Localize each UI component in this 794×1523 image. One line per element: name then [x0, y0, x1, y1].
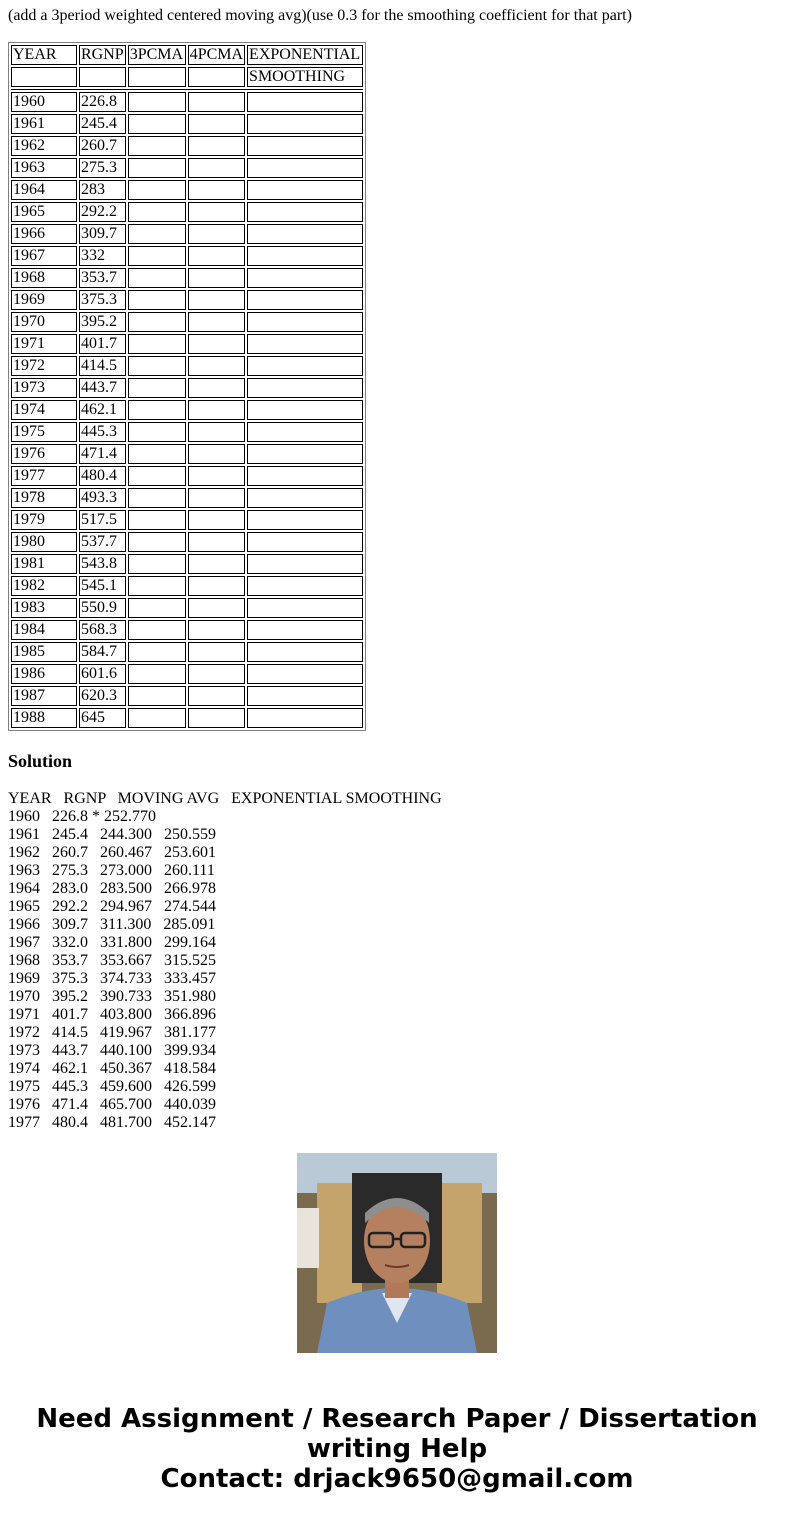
data-table: [8, 42, 366, 731]
empty-cell: [128, 708, 186, 728]
empty-cell: [188, 224, 245, 244]
rgnp-cell: 568.3: [79, 620, 126, 640]
rgnp-cell: 537.7: [79, 532, 126, 552]
empty-cell: [247, 686, 363, 706]
empty-cell: [188, 312, 245, 332]
table-row: [11, 642, 363, 662]
rgnp-cell: 543.8: [79, 554, 126, 574]
table-row: [11, 92, 363, 112]
rgnp-cell: 601.6: [79, 664, 126, 684]
year-cell: 1978: [11, 488, 77, 508]
empty-cell: [128, 356, 186, 376]
rgnp-cell: 584.7: [79, 642, 126, 662]
empty-cell: [247, 334, 363, 354]
header2-rgnp: [79, 67, 126, 87]
separator-cell: [11, 89, 363, 90]
empty-cell: [188, 202, 245, 222]
empty-cell: [128, 114, 186, 134]
empty-cell: [247, 532, 363, 552]
year-cell: 1981: [11, 554, 77, 574]
table-row: [11, 488, 363, 508]
empty-cell: [188, 334, 245, 354]
banner-line-1: Need Assignment / Research Paper / Dissertation: [36, 1404, 758, 1434]
empty-cell: [247, 268, 363, 288]
year-cell: 1975: [11, 422, 77, 442]
empty-cell: [188, 488, 245, 508]
header-rgnp: RGNP: [81, 46, 124, 63]
rgnp-cell: 260.7: [79, 136, 126, 156]
year-cell: 1960: [11, 92, 77, 112]
empty-cell: [188, 136, 245, 156]
table-row: [11, 422, 363, 442]
empty-cell: [247, 466, 363, 486]
empty-cell: [188, 576, 245, 596]
table-row: [11, 224, 363, 244]
table-row: [11, 334, 363, 354]
solution-line: 1965 292.2 294.967 274.544: [8, 898, 216, 915]
empty-cell: [128, 290, 186, 310]
year-cell: 1970: [11, 312, 77, 332]
table-row: [11, 620, 363, 640]
rgnp-cell: 471.4: [79, 444, 126, 464]
rgnp-cell: 445.3: [79, 422, 126, 442]
rgnp-cell: 353.7: [79, 268, 126, 288]
table-row: [11, 290, 363, 310]
empty-cell: [247, 202, 363, 222]
data-table-body: [11, 45, 363, 728]
empty-cell: [128, 620, 186, 640]
year-cell: 1983: [11, 598, 77, 618]
rgnp-cell: 645: [79, 708, 126, 728]
empty-cell: [128, 686, 186, 706]
empty-cell: [128, 92, 186, 112]
empty-cell: [247, 488, 363, 508]
empty-cell: [188, 290, 245, 310]
empty-cell: [128, 554, 186, 574]
year-cell: 1974: [11, 400, 77, 420]
empty-cell: [247, 158, 363, 178]
empty-cell: [128, 246, 186, 266]
empty-cell: [247, 510, 363, 530]
header-year: YEAR: [11, 45, 77, 65]
table-row: [11, 312, 363, 332]
empty-cell: [128, 400, 186, 420]
rgnp-cell: 275.3: [79, 158, 126, 178]
empty-cell: [247, 114, 363, 134]
solution-line: 1961 245.4 244.300 250.559: [8, 826, 216, 843]
rgnp-cell: 462.1: [79, 400, 126, 420]
year-cell: 1962: [11, 136, 77, 156]
empty-cell: [247, 642, 363, 662]
table-row: [11, 664, 363, 684]
year-cell: 1972: [11, 356, 77, 376]
empty-cell: [128, 510, 186, 530]
rgnp-cell: 401.7: [79, 334, 126, 354]
table-row: [11, 356, 363, 376]
table-row: [11, 268, 363, 288]
empty-cell: [128, 158, 186, 178]
solution-line: 1962 260.7 260.467 253.601: [8, 844, 216, 861]
header-4pcma: 4PCMA: [189, 46, 244, 63]
table-row: [11, 400, 363, 420]
empty-cell: [128, 180, 186, 200]
empty-cell: [188, 642, 245, 662]
header-exponential: EXPONENTIAL: [247, 45, 363, 65]
empty-cell: [247, 422, 363, 442]
banner-contact[interactable]: Contact: drjack9650@gmail.com: [160, 1464, 634, 1494]
table-row: [11, 466, 363, 486]
year-cell: 1969: [11, 290, 77, 310]
banner-line-2: writing Help: [306, 1434, 488, 1464]
table-row: [11, 532, 363, 552]
empty-cell: [247, 180, 363, 200]
rgnp-cell: 283: [79, 180, 126, 200]
solution-line: 1966 309.7 311.300 285.091: [8, 916, 216, 933]
header2-3pcma: [128, 67, 186, 87]
empty-cell: [247, 224, 363, 244]
solution-heading: Solution: [8, 751, 73, 771]
empty-cell: [128, 466, 186, 486]
rgnp-cell: 309.7: [79, 224, 126, 244]
rgnp-cell: 443.7: [79, 378, 126, 398]
rgnp-cell: 480.4: [79, 466, 126, 486]
empty-cell: [247, 708, 363, 728]
rgnp-cell: 332: [79, 246, 126, 266]
separator-row: [11, 89, 363, 90]
year-cell: 1967: [11, 246, 77, 266]
header-3pcma: 3PCMA: [128, 45, 186, 65]
header-row-2: [11, 67, 363, 87]
empty-cell: [247, 136, 363, 156]
year-cell: 1980: [11, 532, 77, 552]
empty-cell: [128, 312, 186, 332]
empty-cell: [188, 708, 245, 728]
year-cell: 1973: [11, 378, 77, 398]
table-row: [11, 158, 363, 178]
empty-cell: [188, 246, 245, 266]
help-banner: [0, 1404, 794, 1494]
rgnp-cell: 545.1: [79, 576, 126, 596]
empty-cell: [128, 202, 186, 222]
empty-cell: [188, 664, 245, 684]
year-cell: 1985: [11, 642, 77, 662]
table-row: [11, 114, 363, 134]
empty-cell: [128, 598, 186, 618]
empty-cell: [128, 576, 186, 596]
empty-cell: [247, 598, 363, 618]
empty-cell: [247, 312, 363, 332]
solution-line: 1973 443.7 440.100 399.934: [8, 1042, 216, 1059]
table-row: [11, 202, 363, 222]
empty-cell: [128, 664, 186, 684]
year-cell: 1979: [11, 510, 77, 530]
empty-cell: [188, 422, 245, 442]
table-row: [11, 686, 363, 706]
solution-line: 1968 353.7 353.667 315.525: [8, 952, 216, 969]
year-cell: 1971: [11, 334, 77, 354]
year-cell: 1976: [11, 444, 77, 464]
header-row-1: [11, 45, 363, 65]
empty-cell: [128, 268, 186, 288]
empty-cell: [188, 686, 245, 706]
year-cell: 1987: [11, 686, 77, 706]
solution-line: 1967 332.0 331.800 299.164: [8, 934, 216, 951]
table-row: [11, 554, 363, 574]
year-cell: 1964: [11, 180, 77, 200]
header2-year: [11, 67, 77, 87]
table-row: [11, 378, 363, 398]
year-cell: 1977: [11, 466, 77, 486]
empty-cell: [247, 444, 363, 464]
rgnp-cell: 245.4: [79, 114, 126, 134]
rgnp-cell: 550.9: [79, 598, 126, 618]
empty-cell: [188, 444, 245, 464]
empty-cell: [188, 378, 245, 398]
solution-line: 1975 445.3 459.600 426.599: [8, 1078, 216, 1095]
empty-cell: [188, 510, 245, 530]
empty-cell: [247, 378, 363, 398]
empty-cell: [247, 246, 363, 266]
empty-cell: [188, 598, 245, 618]
empty-cell: [128, 136, 186, 156]
empty-cell: [247, 576, 363, 596]
year-cell: 1965: [11, 202, 77, 222]
empty-cell: [188, 400, 245, 420]
solution-line: 1976 471.4 465.700 440.039: [8, 1096, 216, 1113]
empty-cell: [188, 158, 245, 178]
rgnp-cell: 292.2: [79, 202, 126, 222]
empty-cell: [188, 356, 245, 376]
year-cell: 1968: [11, 268, 77, 288]
rgnp-cell: 226.8: [79, 92, 126, 112]
table-row: [11, 510, 363, 530]
year-cell: 1982: [11, 576, 77, 596]
solution-line: 1963 275.3 273.000 260.111: [8, 862, 215, 879]
table-row: [11, 246, 363, 266]
solution-line: 1960 226.8 * 252.770: [8, 808, 156, 825]
header2-smoothing: SMOOTHING: [247, 67, 363, 87]
empty-cell: [247, 554, 363, 574]
rgnp-cell: 517.5: [79, 510, 126, 530]
rgnp-cell: 395.2: [79, 312, 126, 332]
year-cell: 1963: [11, 158, 77, 178]
rgnp-cell: 493.3: [79, 488, 126, 508]
empty-cell: [128, 422, 186, 442]
empty-cell: [247, 664, 363, 684]
empty-cell: [188, 180, 245, 200]
rgnp-cell: 414.5: [79, 356, 126, 376]
solution-line: 1977 480.4 481.700 452.147: [8, 1114, 216, 1131]
solution-header-line: YEAR RGNP MOVING AVG EXPONENTIAL SMOOTHING: [8, 790, 442, 807]
empty-cell: [247, 400, 363, 420]
table-row: [11, 576, 363, 596]
year-cell: 1984: [11, 620, 77, 640]
solution-line: 1964 283.0 283.500 266.978: [8, 880, 216, 897]
author-photo-image: [297, 1153, 497, 1353]
empty-cell: [247, 290, 363, 310]
empty-cell: [128, 334, 186, 354]
empty-cell: [188, 532, 245, 552]
rgnp-cell: 620.3: [79, 686, 126, 706]
table-row: [11, 708, 363, 728]
solution-text: [8, 790, 788, 1131]
empty-cell: [247, 356, 363, 376]
author-photo: [297, 1153, 497, 1353]
empty-cell: [188, 466, 245, 486]
solution-line: 1971 401.7 403.800 366.896: [8, 1006, 216, 1023]
rgnp-cell: 375.3: [79, 290, 126, 310]
empty-cell: [188, 620, 245, 640]
table-row: [11, 444, 363, 464]
year-cell: 1986: [11, 664, 77, 684]
header2-4pcma: [188, 67, 245, 87]
solution-line: 1974 462.1 450.367 418.584: [8, 1060, 216, 1077]
empty-cell: [128, 444, 186, 464]
empty-cell: [128, 224, 186, 244]
empty-cell: [128, 642, 186, 662]
intro-text: (add a 3period weighted centered moving avg)(use 0.3 for the smoothing coefficient for that part): [8, 7, 632, 24]
year-cell: 1966: [11, 224, 77, 244]
year-cell: 1961: [11, 114, 77, 134]
empty-cell: [128, 532, 186, 552]
year-cell: 1988: [11, 708, 77, 728]
table-row: [11, 180, 363, 200]
empty-cell: [128, 378, 186, 398]
empty-cell: [128, 488, 186, 508]
solution-line: 1972 414.5 419.967 381.177: [8, 1024, 216, 1041]
empty-cell: [247, 620, 363, 640]
solution-line: 1970 395.2 390.733 351.980: [8, 988, 216, 1005]
empty-cell: [188, 114, 245, 134]
empty-cell: [188, 268, 245, 288]
empty-cell: [188, 92, 245, 112]
table-row: [11, 598, 363, 618]
empty-cell: [188, 554, 245, 574]
table-row: [11, 136, 363, 156]
solution-line: 1969 375.3 374.733 333.457: [8, 970, 216, 987]
empty-cell: [247, 92, 363, 112]
